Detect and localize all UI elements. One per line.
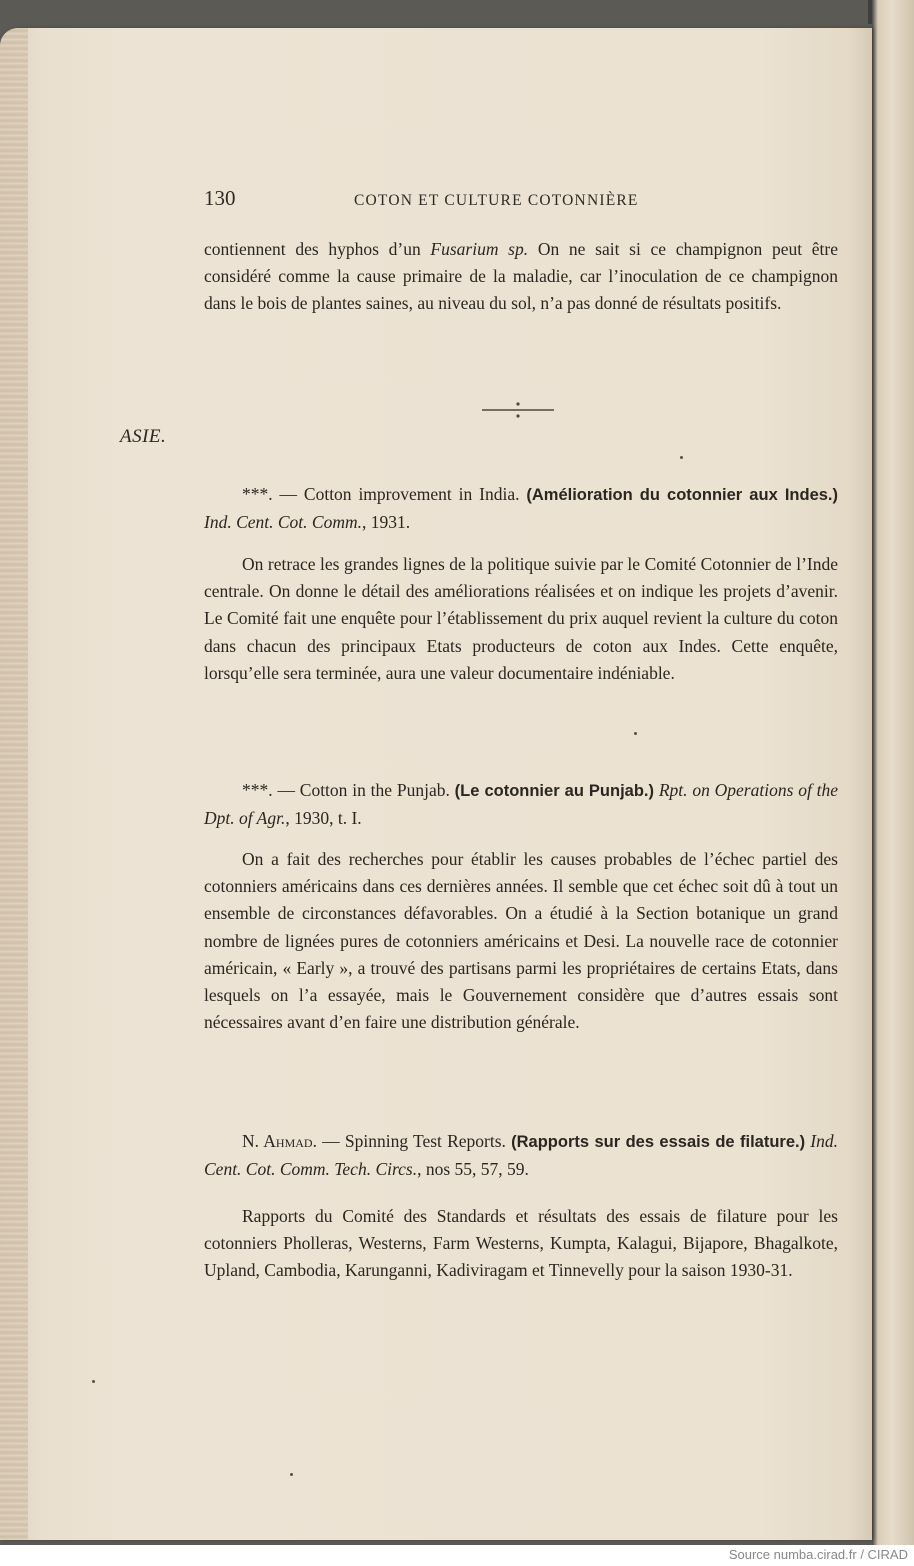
entry-2-summary: On a fait des recherches pour établir les causes probables de l’échec partiel des cotonniers américains dans ces dernières années. Il semble que cet échec soit dû à tout un ensemble de circonstances défavorables. On a étudié à la Section botanique un grand nombre de lignées pures de cotonniers américains et Desi. La nouvelle race de cotonnier américain, « Early », a trouvé des partisans parmi les propriétaires de certains Etats, dans lesquels on l’a essayée, mais le Gouvernement considère que d’autres essais sont nécessaires avant d’en faire une distribution générale. — [204, 849, 838, 1033]
page-gutter-edge — [0, 28, 28, 1540]
entry-2-source-date: , 1930, t. I. — [285, 808, 362, 829]
bibliographic-entry-3 — [204, 1128, 838, 1183]
entry-3-dash: — — [316, 1131, 345, 1151]
entry-2-source: Rpt. on Operations of the Dpt. of Agr. — [204, 780, 839, 829]
intro-paragraph — [204, 236, 838, 318]
entry-1-summary-block — [204, 551, 838, 687]
bibliographic-entry-2 — [204, 777, 838, 832]
section-label-asie: ASIE. — [120, 426, 167, 447]
separator-ornament-icon — [482, 400, 554, 420]
entry-3-author: N. Ahmad. — [242, 1131, 317, 1151]
running-head — [204, 186, 840, 216]
entry-1-title-french: (Amélioration du cotonnier aux Indes.) — [526, 486, 839, 504]
scan-speck — [290, 1473, 293, 1476]
scan-speck — [92, 1380, 95, 1383]
entry-2-author: ***. — [242, 780, 273, 800]
entry-1-summary: On retrace les grandes lignes de la politique suivie par le Comité Cotonnier de l’Inde centrale. On donne le détail des améliorations réalisées et on indique les projets d’avenir. Le Comité fait une enquête pour l’établissement du prix auquel revient la culture du coton dans chacun des principaux Etats producteurs de coton aux Indes. Cette enquête, lorsqu’elle sera terminée, aura une valeur documentaire indéniable. — [204, 554, 838, 683]
entry-3-reference — [204, 1128, 838, 1183]
source-credit: Source numba.cirad.fr / CIRAD — [728, 1547, 908, 1562]
running-head-title: COTON ET CULTURE COTONNIÈRE — [354, 192, 639, 209]
entry-2-dash: — — [272, 780, 300, 800]
page-number: 130 — [204, 186, 236, 210]
scan-speck — [680, 456, 683, 459]
entry-2-title-french: (Le cotonnier au Punjab.) — [454, 782, 655, 800]
entry-3-title-english: Spinning Test Reports. — [344, 1131, 512, 1151]
bibliographic-entry-1 — [204, 481, 838, 536]
entry-1-dash: — — [272, 484, 304, 504]
entry-1-title-english: Cotton improvement in India. — [303, 484, 527, 504]
entry-3-title-french: (Rapports sur des essais de filature.) — [511, 1133, 806, 1151]
entry-1-source: Ind. Cent. Cot. Comm. — [204, 512, 362, 533]
entry-3-source: Ind. Cent. Cot. Comm. Tech. Circs. — [204, 1131, 839, 1180]
entry-1-reference — [204, 481, 838, 536]
entry-3-summary: Rapports du Comité des Standards et résultats des essais de filature pour les cotonniers Pholleras, Westerns, Farm Westerns, Kumpta, Kalagui, Bijapore, Bhagalkote, Upland, Cambodia, Karunganni, Kadiviragam et Tinnevelly pour la saison 1930-31. — [204, 1206, 838, 1281]
entry-1-author: ***. — [242, 484, 273, 504]
next-page-edge — [872, 0, 914, 1545]
entry-1-source-date: , 1931. — [362, 512, 411, 533]
entry-2-reference — [204, 777, 838, 832]
intro-text — [204, 236, 838, 318]
entry-3-summary-block — [204, 1203, 838, 1285]
entry-2-title-english: Cotton in the Punjab. — [299, 780, 455, 800]
scan-speck — [634, 732, 637, 735]
intro-text-part-c: On ne sait si ce champignon peut être considéré comme la cause primaire de la maladie, car l’inoculation de ce champignon dans le bois de plantes saines, au niveau du sol, n’a pas donné de résultats positifs. — [204, 239, 839, 314]
section-separator — [482, 400, 554, 420]
entry-2-summary-block — [204, 846, 838, 1036]
entry-3-source-numbers: , nos 55, 57, 59. — [417, 1159, 529, 1180]
intro-text-part-a: contiennent des hyphos d’un — [204, 239, 431, 259]
intro-text-species: Fusarium sp. — [430, 239, 529, 259]
